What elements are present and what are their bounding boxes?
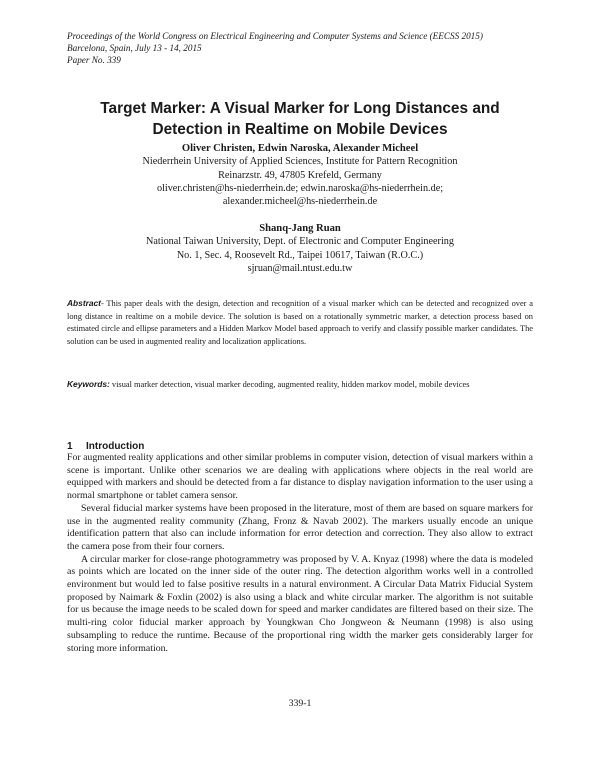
abstract-text: - This paper deals with the design, detection and recognition of a visual marker which can be detected and recognized over a long distance in realtime on a mobile device. The solution is based on a rotationally symmetric marker, a detection process based on estimated circle and ellipse parameters and a Hidden Markov Model based approach to verify and classify possible marker candidates. The solution can be used in augmented reality and localization applications. bbox=[67, 299, 533, 346]
proceedings-line-3: Paper No. 339 bbox=[67, 55, 121, 65]
title-line-2: Detection in Realtime on Mobile Devices bbox=[152, 121, 448, 138]
paragraph: A circular marker for close-range photogrammetry was proposed by V. A. Knyaz (1998) where the data is modeled as points which are located on the inner side of the outer ring. The detection algorithm works well in a controlled environment but would led to false positive results in a natural environment. A Circular Data Matrix Fiducial System proposed by Naimark & Foxlin (2002) is also using a black and white circular marker. The algorithm is not suitable for us because the image needs to be scaled down for speed and marker candidates are filtered based on their size. The multi-ring color fiducial marker approach by Youngkwan Cho Jongweon & Neumann (1998) is also using subsampling to reduce the runtime. Because of the proportional ring width the marker gets considerably larger for storing more information. bbox=[67, 553, 533, 654]
section-number: 1 bbox=[67, 441, 73, 452]
proceedings-line-2: Barcelona, Spain, July 13 - 14, 2015 bbox=[67, 43, 202, 53]
proceedings-line-1: Proceedings of the World Congress on Electrical Engineering and Computer Systems and Science (EECSS 2015) bbox=[67, 31, 483, 41]
author-block-1 bbox=[60, 142, 540, 208]
address-2: No. 1, Sec. 4, Roosevelt Rd., Taipei 10617, Taiwan (R.O.C.) bbox=[176, 249, 424, 261]
affiliation-2: National Taiwan University, Dept. of Electronic and Computer Engineering bbox=[146, 236, 454, 248]
paper-title bbox=[70, 98, 530, 140]
abstract bbox=[67, 297, 533, 348]
author-names-2: Shanq-Jang Ruan bbox=[259, 223, 341, 234]
email-2: sjruan@mail.ntust.edu.tw bbox=[247, 262, 353, 274]
page-number: 339-1 bbox=[288, 698, 312, 709]
section-title: Introduction bbox=[86, 441, 145, 452]
email-line-1: oliver.christen@hs-niederrhein.de; edwin.naroska@hs-niederrhein.de; bbox=[156, 182, 444, 194]
paragraph: Several fiducial marker systems have been proposed in the literature, most of them are based on square markers for use in the augmented reality community (Zhang, Fronz & Navab 2002). The markers usually encode an unique identification pattern that also can include information for error detection and correction. They also allow to extract the camera pose from their four corners. bbox=[67, 502, 533, 552]
affiliation-1: Niederrhein University of Applied Sciences, Institute for Pattern Recognition bbox=[142, 156, 458, 168]
proceedings-header bbox=[67, 30, 547, 66]
abstract-label: Abstract bbox=[67, 298, 101, 308]
author-block-2 bbox=[60, 222, 540, 275]
address-1: Reinarzstr. 49, 47805 Krefeld, Germany bbox=[218, 169, 382, 181]
title-line-1: Target Marker: A Visual Marker for Long Distances and bbox=[100, 100, 500, 117]
keywords-text: visual marker detection, visual marker decoding, augmented reality, hidden markov model, mobile devices bbox=[109, 380, 470, 389]
section-heading bbox=[67, 441, 144, 452]
email-line-2: alexander.micheel@hs-niederrhein.de bbox=[222, 196, 378, 208]
keywords-label: Keywords: bbox=[67, 379, 110, 389]
paragraph: For augmented reality applications and other similar problems in computer vision, detection of visual markers within a scene is important. Unlike other scenarios we are dealing with applications where objects in the real world are equipped with markers and should be detected from a far distance to display navigation information to the user using a normal smartphone or tablet camera sensor. bbox=[67, 452, 533, 502]
keywords bbox=[67, 378, 537, 391]
body-text bbox=[67, 452, 533, 655]
author-names-1: Oliver Christen, Edwin Naroska, Alexander Micheel bbox=[181, 143, 419, 154]
